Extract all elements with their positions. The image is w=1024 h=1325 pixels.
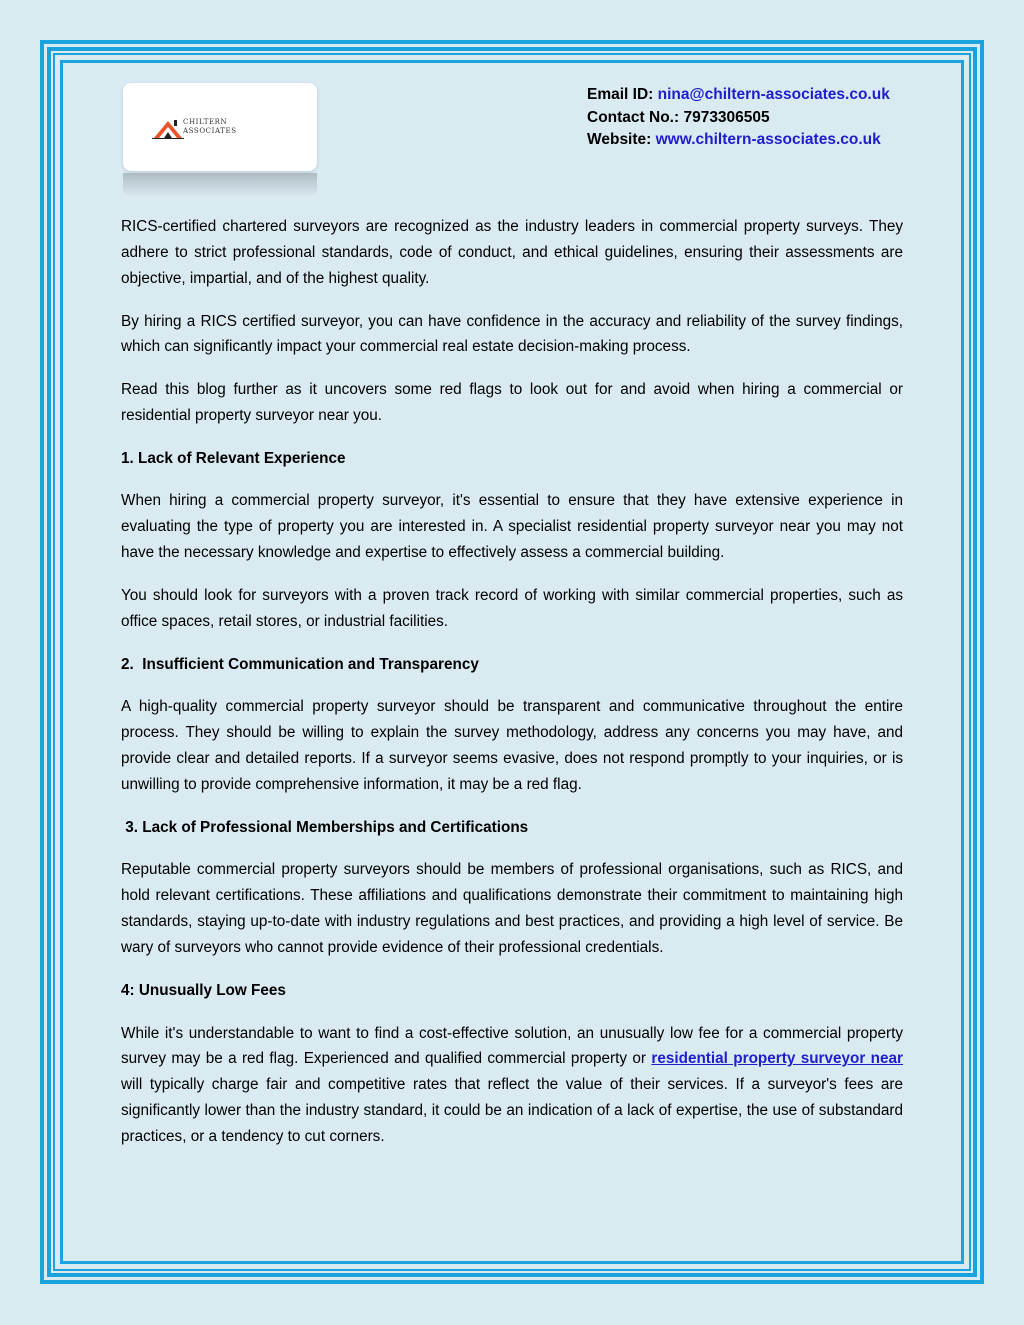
section-heading-1: 1. Lack of Relevant Experience [121,449,346,467]
section-heading-2: 2. Insufficient Communication and Transparency [121,655,479,673]
intro-paragraph-2: By hiring a RICS certified surveyor, you can have confidence in the accuracy and reliability of the survey findings, which can significantly impact your commercial real estate decision-making process. [121,312,903,356]
website-link[interactable]: www.chiltern-associates.co.uk [655,131,881,148]
website-line [587,129,967,152]
section-1-paragraph-2: You should look for surveyors with a proven track record of working with similar commercial properties, such as office spaces, retail stores, or industrial facilities. [121,586,903,630]
logo-text-line1: CHILTERN [183,118,228,126]
section-4-text-after: will typically charge fair and competitive rates that reflect the value of their services. If a surveyor's fees are significantly lower than the industry standard, it could be an indication of a lack of expertise, the use of substandard practices, or a tendency to cut corners. [121,1076,903,1146]
section-1-paragraph-1: When hiring a commercial property surveyor, it's essential to ensure that they have extensive experience in evaluating the type of property you are interested in. A specialist residential property surveyor near you may not have the necessary knowledge and expertise to effectively assess a commercial building. [121,492,903,562]
section-heading-4: 4: Unusually Low Fees [121,981,286,999]
section-4-text-before: While it's understandable to want to find a cost-effective solution, an unusually low fee for a commercial property survey may be a red flag. Experienced and qualified commercial property or [121,1024,903,1068]
section-4-paragraph [121,1021,903,1151]
email-link[interactable]: nina@chiltern-associates.co.uk [657,86,890,103]
phone-value: 7973306505 [683,108,770,126]
section-heading-3: 3. Lack of Professional Memberships and Certifications [121,818,529,836]
intro-paragraph-3: Read this blog further as it uncovers some red flags to look out for and avoid when hiring a commercial or residential property surveyor near you. [121,381,903,425]
phone-line [587,107,967,130]
section-3-paragraph: Reputable commercial property surveyors should be members of professional organisations, such as RICS, and hold relevant certifications. These affiliations and qualifications demonstrate their commitment to maintaining high standards, staying up-to-date with industry regulations and best practices, and providing a high level of service. Be wary of surveyors who cannot provide evidence of their professional credentials. [121,861,903,957]
section-2-paragraph: A high-quality commercial property surveyor should be transparent and communicative throughout the entire process. They should be willing to explain the survey methodology, address any concerns you may have, and provide clear and detailed reports. If a surveyor seems evasive, does not respond promptly to your inquiries, or is unwilling to provide comprehensive information, it may be a red flag. [121,698,903,793]
email-label: Email ID: [587,86,654,103]
contact-block [587,84,967,152]
residential-surveyor-link[interactable]: residential property surveyor near [651,1050,903,1068]
logo-text-line2: ASSOCIATES [183,127,237,135]
email-line [587,84,967,107]
website-label: Website: [587,131,652,148]
logo-reflection [123,173,317,197]
article-body [121,214,903,1167]
intro-paragraph-1: RICS-certified chartered surveyors are recognized as the industry leaders in commercial property surveys. They adhere to strict professional standards, code of conduct, and ethical guidelines, ensuring their assessments are objective, impartial, and of the highest quality. [121,218,903,287]
phone-label: Contact No.: [587,108,680,126]
